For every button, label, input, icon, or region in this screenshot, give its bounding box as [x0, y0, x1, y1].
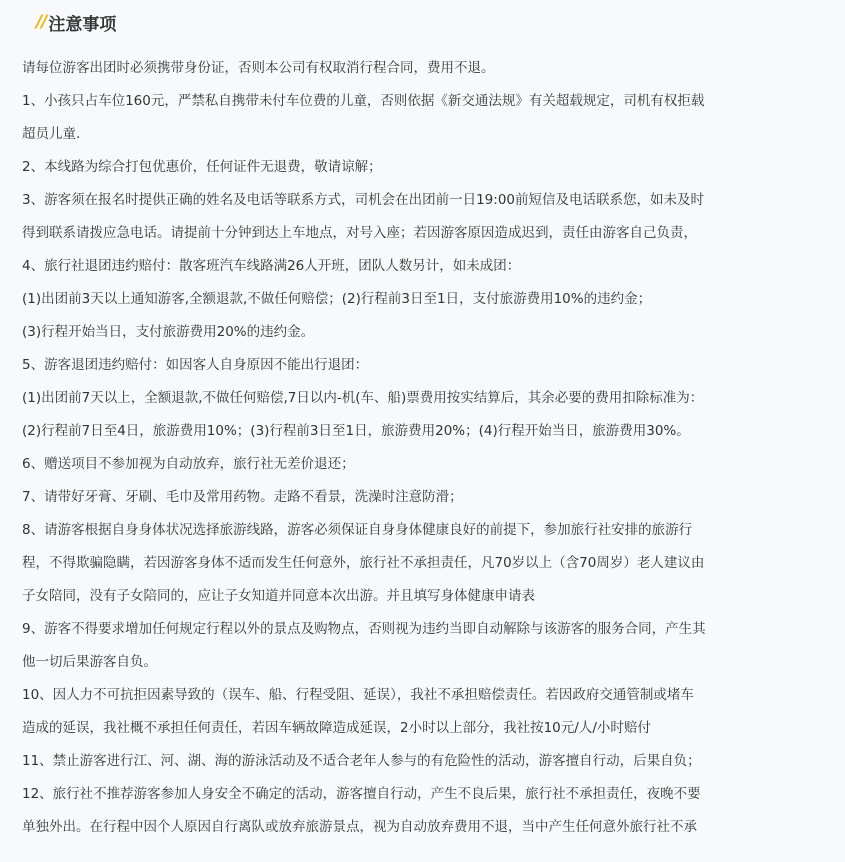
notice-line: 超员儿童. [22, 126, 81, 142]
notice-line: 10、因人力不可抗拒因素导致的（误车、船、行程受阻、延误），我社不承担赔偿责任。若因政府交通管制或堵车 [22, 687, 694, 703]
notice-line: 得到联系请拨应急电话。请提前十分钟到达上车地点，对号入座；若因游客原因造成迟到，责任由游客自己负责， [22, 225, 697, 241]
notice-line: 4、旅行社退团违约赔付：散客班汽车线路满26人开班，团队人数另计，如未成团： [22, 258, 521, 274]
notice-line: (3)行程开始当日，支付旅游费用20%的违约金。 [22, 324, 315, 340]
notice-line: 8、请游客根据自身身体状况选择旅游线路，游客必须保证自身身体健康良好的前提下，参加旅行社安排的旅游行 [22, 522, 693, 538]
section-title: 注意事项 [48, 14, 117, 35]
notice-line: 子女陪同，没有子女陪同的，应让子女知道并同意本次出游。并且填写身体健康申请表 [22, 588, 535, 604]
notice-line: 他一切后果游客自负。 [22, 654, 157, 670]
notice-line: 12、旅行社不推荐游客参加人身安全不确定的活动，游客擅自行动，产生不良后果，旅行社不承担责任，夜晚不要 [22, 786, 701, 802]
notice-line: 请每位游客出团时必须携带身份证，否则本公司有权取消行程合同，费用不退。 [22, 60, 495, 76]
notice-line: 9、游客不得要求增加任何规定行程以外的景点及购物点，否则视为违约当即自动解除与该游客的服务合同，产生其 [22, 621, 706, 637]
notice-content [22, 52, 830, 844]
notice-line: 3、游客须在报名时提供正确的姓名及电话等联系方式，司机会在出团前一日19:00前短信及电话联系您，如未及时 [22, 192, 704, 208]
notice-line: 1、小孩只占车位160元，严禁私自携带未付车位费的儿童，否则依据《新交通法规》有关超载规定，司机有权拒载 [22, 93, 705, 109]
notice-line: (1)出团前7天以上，全额退款,不做任何赔偿,7日以内-机(车、船)票费用按实结算后，其余必要的费用扣除标准为： [22, 390, 704, 406]
notice-line: 单独外出。在行程中因个人原因自行离队或放弃旅游景点，视为自动放弃费用不退，当中产生任何意外旅行社不承 [22, 819, 697, 835]
notice-line: 7、请带好牙膏、牙刷、毛巾及常用药物。走路不看景，洗澡时注意防滑； [22, 489, 463, 505]
notice-line: 造成的延误，我社概不承担任何责任，若因车辆故障造成延误，2小时以上部分，我社按10元/人/小时赔付 [22, 720, 651, 736]
title-slash-decoration: // [36, 12, 47, 32]
notice-line: (2)行程前7日至4日，旅游费用10%；(3)行程前3日至1日，旅游费用20%；(4)行程开始当日，旅游费用30%。 [22, 423, 690, 439]
section-heading [36, 6, 116, 38]
notice-line: (1)出团前3天以上通知游客,全额退款,不做任何赔偿；(2)行程前3日至1日，支付旅游费用10%的违约金； [22, 291, 652, 307]
notice-line: 程，不得欺骗隐瞒，若因游客身体不适而发生任何意外，旅行社不承担责任，凡70岁以上（含70周岁）老人建议由 [22, 555, 705, 571]
notice-line: 5、游客退团违约赔付：如因客人自身原因不能出行退团： [22, 357, 369, 373]
notice-line: 2、本线路为综合打包优惠价，任何证件无退费，敬请谅解； [22, 159, 382, 175]
notice-line: 11、禁止游客进行江、河、湖、海的游泳活动及不适合老年人参与的有危险性的活动，游客擅自行动，后果自负； [22, 753, 701, 769]
notice-line: 6、赠送项目不参加视为自动放弃，旅行社无差价退还； [22, 456, 355, 472]
